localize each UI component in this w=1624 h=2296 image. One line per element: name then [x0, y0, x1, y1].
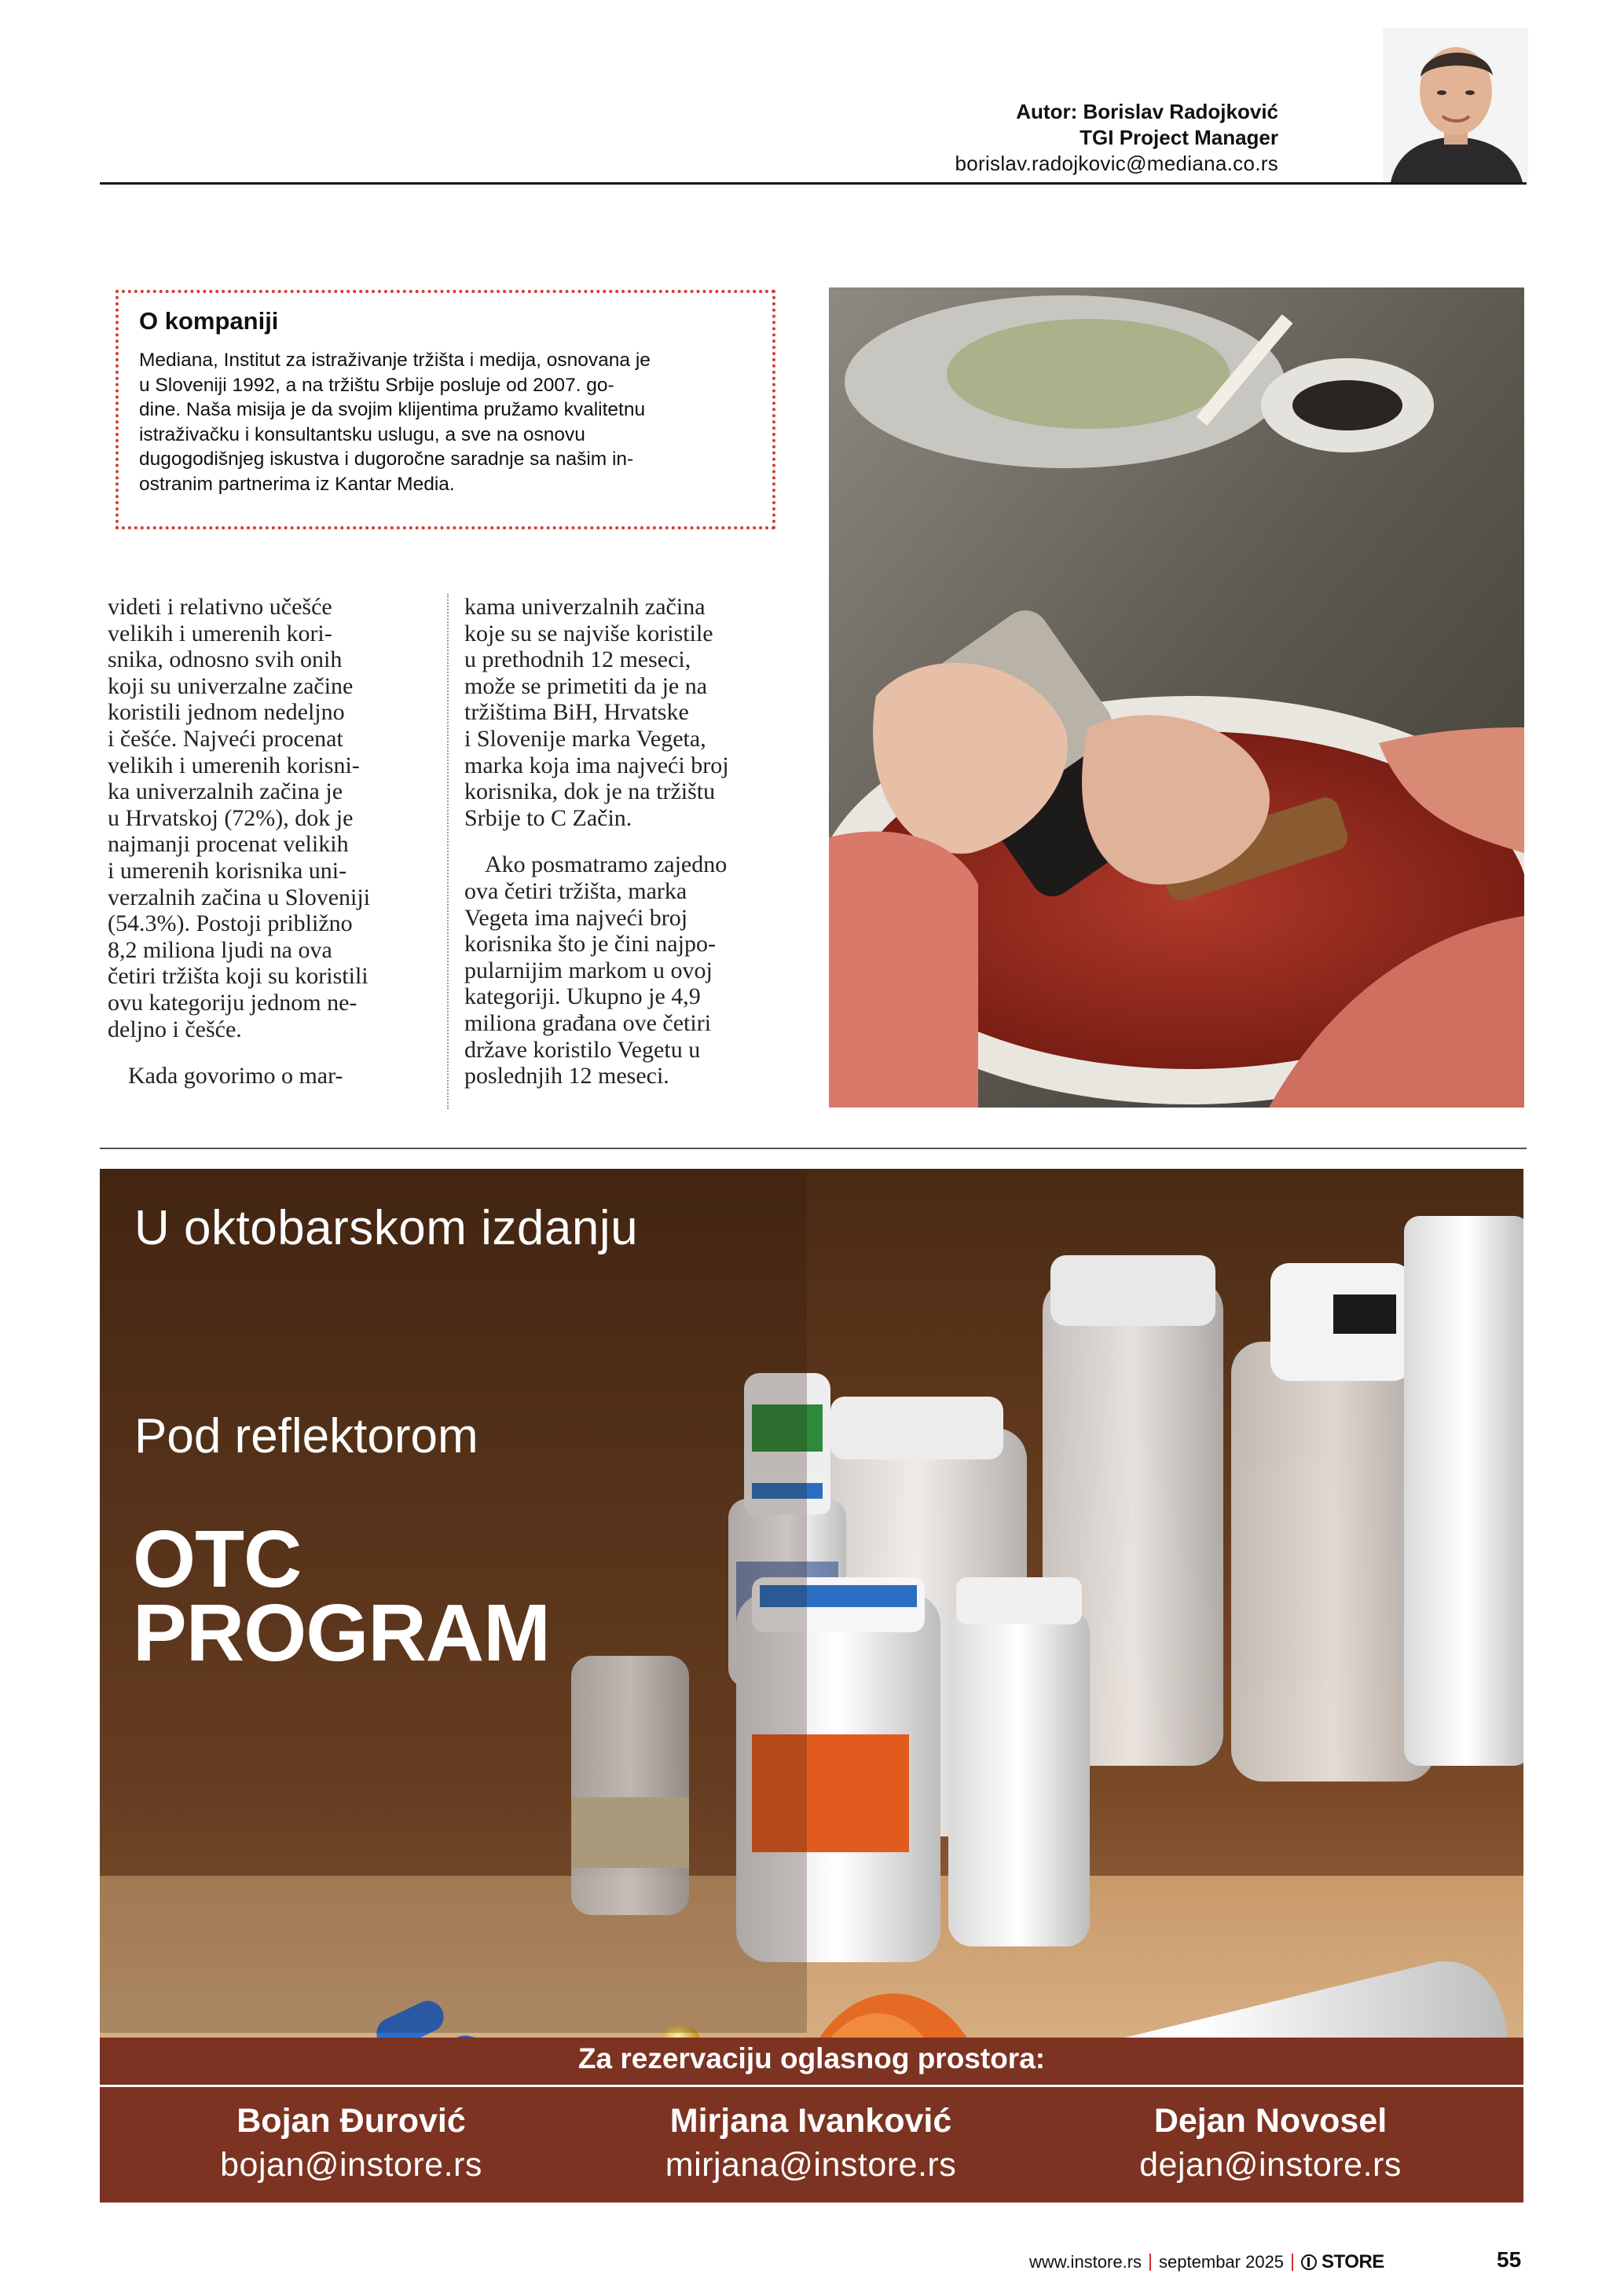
about-line: u Sloveniji 1992, a na tržištu Srbije posluje od 2007. go- [139, 374, 614, 396]
footer-issue: septembar 2025 [1159, 2252, 1285, 2272]
text-line: miliona građana ove četiri [464, 1009, 712, 1036]
article-column-1 [108, 594, 430, 1089]
text-line: ova četiri tržišta, marka [464, 877, 687, 904]
contact-email[interactable]: dejan@instore.rs [1139, 2146, 1402, 2184]
contact-name: Dejan Novosel [1153, 2102, 1388, 2140]
reservation-divider [100, 2085, 1523, 2087]
text-line: četiri tržišta koji su koristili [108, 963, 368, 990]
contact-card [614, 2099, 1007, 2187]
ad-heading-program: OTC PROGRAM [133, 1514, 550, 1678]
footer-separator [1149, 2254, 1151, 2271]
ad-heading-spotlight: Pod reflektorom [134, 1409, 478, 1463]
text-line: koji su univerzalne začine [108, 672, 354, 699]
text-line: poslednjih 12 meseci. [464, 1063, 669, 1089]
author-name: Autor: Borislav Radojković [1016, 100, 1278, 123]
text-line: najmanji procenat velikih [108, 831, 349, 858]
author-info [955, 99, 1278, 177]
contact-name: Mirjana Ivanković [669, 2102, 952, 2140]
page-number: 55 [1497, 2247, 1522, 2272]
text-line: i umerenih korisnika uni- [108, 857, 347, 884]
cooking-photo [829, 287, 1524, 1108]
about-line: istraživačku i konsultantsku uslugu, a sve na osnovu [139, 423, 585, 445]
contact-email[interactable]: bojan@instore.rs [220, 2146, 482, 2184]
footer-brand: STORE [1322, 2251, 1384, 2272]
text-line: i Slovenije marka Vegeta, [464, 725, 706, 752]
contact-card [155, 2099, 548, 2187]
text-line: koristili jednom nedeljno [108, 699, 345, 726]
text-line: u Hrvatskoj (72%), dok je [108, 804, 354, 831]
text-line: deljno i češće. [108, 1016, 242, 1042]
text-line: tržištima BiH, Hrvatske [464, 699, 689, 726]
text-line: velikih i umerenih kori- [108, 620, 332, 646]
text-line: videti i relativno učešće [108, 594, 332, 620]
text-line: marka koja ima najveći broj [464, 752, 729, 778]
paragraph [464, 594, 779, 831]
text-line: koje su se najviše koristile [464, 620, 713, 646]
about-line: ostranim partnerima iz Kantar Media. [139, 473, 455, 495]
section-divider [100, 1148, 1527, 1149]
footer-separator [1292, 2254, 1293, 2271]
about-company-box [115, 290, 775, 529]
text-line: 8,2 miliona ljudi na ova [108, 936, 332, 963]
instore-logo-icon [1301, 2254, 1317, 2270]
text-line: ka univerzalnih začina je [108, 778, 343, 805]
ad-heading-issue: U oktobarskom izdanju [134, 1201, 639, 1255]
column-divider [447, 594, 449, 1109]
text-line: verzalnih začina u Sloveniji [108, 884, 371, 910]
text-line: ovu kategoriju jednom ne- [108, 989, 357, 1016]
text-line: kategoriji. Ukupno je 4,9 [464, 983, 701, 1010]
contact-name: Bojan Đurović [236, 2102, 466, 2140]
about-line: dine. Naša misija je da svojim klijentima pružamo kvalitetnu [139, 399, 646, 420]
text-line: Srbije to C Začin. [464, 804, 632, 831]
text-line: pularnijim markom u ovoj [464, 957, 713, 983]
paragraph [108, 594, 430, 1042]
reservation-title: Za rezervaciju oglasnog prostora: [577, 2042, 1046, 2074]
advertisement[interactable] [100, 1169, 1523, 2203]
about-text [139, 348, 752, 496]
text-line: u prethodnih 12 meseci, [464, 646, 691, 673]
page-footer [1029, 2251, 1384, 2273]
text-line: korisnika, dok je na tržištu [464, 778, 716, 805]
text-line: Vegeta ima najveći broj [464, 904, 688, 931]
about-title: O kompaniji [139, 307, 279, 335]
text-line: Kada govorimo o mar- [128, 1063, 343, 1089]
about-line: Mediana, Institut za istraživanje tržišta i medija, osnovana je [139, 350, 651, 371]
text-line: korisnika što je čini najpo- [464, 931, 716, 958]
text-line: snika, odnosno svih onih [108, 646, 343, 673]
paragraph [108, 1063, 430, 1089]
text-line: velikih i umerenih korisni- [108, 752, 360, 778]
text-line: (54.3%). Postoji približno [108, 910, 353, 937]
paragraph [464, 851, 779, 1089]
author-portrait [1383, 28, 1528, 182]
article-column-2 [464, 594, 779, 1089]
text-line: Ako posmatramo zajedno [485, 851, 728, 878]
text-line: i češće. Najveći procenat [108, 725, 343, 752]
author-role: TGI Project Manager [1080, 126, 1278, 149]
text-line: države koristilo Vegetu u [464, 1036, 701, 1063]
contact-email[interactable]: mirjana@instore.rs [665, 2146, 957, 2184]
text-line: kama univerzalnih začina [464, 594, 706, 620]
header-divider [100, 182, 1527, 185]
about-line: dugogodišnjeg iskustva i dugoročne saradnje sa našim in- [139, 449, 634, 470]
author-email[interactable]: borislav.radojkovic@mediana.co.rs [955, 152, 1278, 175]
contact-card [1074, 2099, 1467, 2187]
text-line: može se primetiti da je na [464, 672, 708, 699]
footer-website[interactable]: www.instore.rs [1029, 2252, 1142, 2272]
